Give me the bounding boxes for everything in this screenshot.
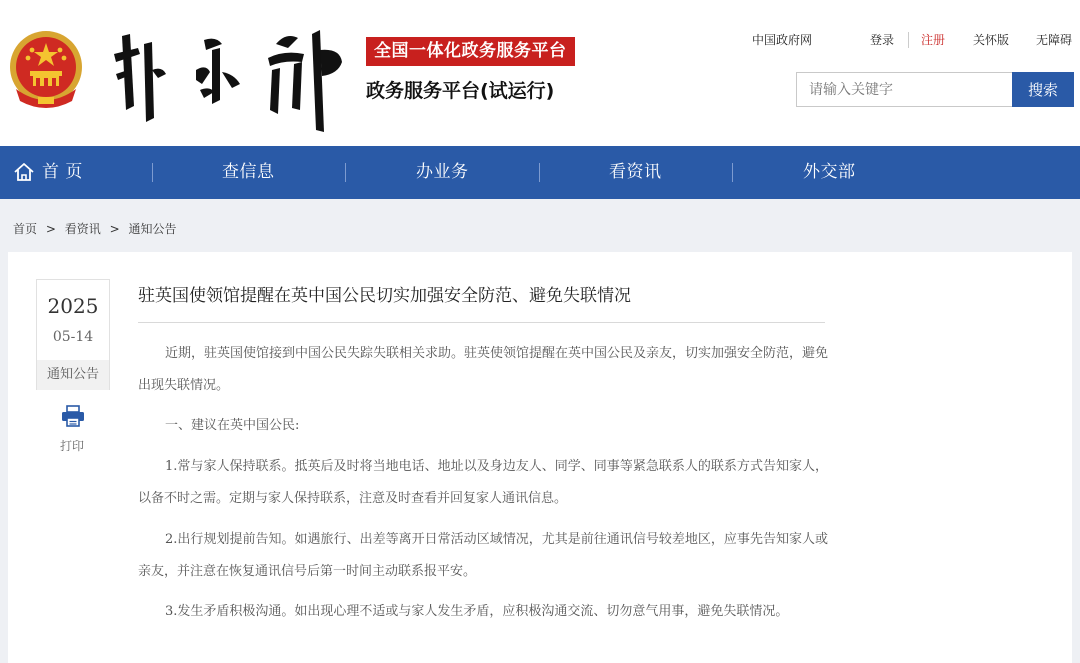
- nav-news[interactable]: 看资讯: [609, 162, 662, 182]
- date-box: [36, 279, 110, 390]
- nav-services[interactable]: 办业务: [416, 162, 469, 182]
- link-divider: [908, 32, 909, 48]
- site-header: [0, 0, 1080, 146]
- nav-ministry[interactable]: 外交部: [803, 162, 856, 182]
- breadcrumb-notices[interactable]: 通知公告: [128, 222, 177, 236]
- category-label[interactable]: 通知公告: [37, 360, 109, 390]
- gov-portal-link[interactable]: 中国政府网: [752, 33, 813, 47]
- breadcrumb-home[interactable]: 首页: [13, 222, 38, 236]
- article-paragraph: 2.出行规划提前告知。如遇旅行、出差等离开日常活动区域情况，尤其是前往通讯信号较差地区，应事先告知家人或亲友，并注意在恢复通讯信号后第一时间主动联系报平安。: [138, 532, 828, 579]
- article-title: 驻英国使领馆提醒在英中国公民切实加强安全防范、避免失联情况: [138, 286, 631, 306]
- nav-home[interactable]: 首 页: [42, 162, 83, 182]
- platform-subtitle[interactable]: 政务服务平台(试运行): [366, 80, 555, 102]
- care-mode-link[interactable]: 关怀版: [973, 33, 1010, 47]
- title-divider: [138, 322, 825, 323]
- national-emblem-icon[interactable]: [8, 27, 84, 111]
- search-button[interactable]: 搜索: [1012, 72, 1074, 107]
- register-link[interactable]: 注册: [921, 33, 946, 47]
- breadcrumb-news[interactable]: 看资讯: [64, 222, 101, 236]
- article-paragraph: 近期，驻英国使馆接到中国公民失踪失联相关求助。驻英使领馆提醒在英中国公民及亲友，切实加强安全防范，避免出现失联情况。: [138, 346, 829, 393]
- nav-divider: [152, 163, 153, 182]
- breadcrumb-separator: >: [45, 222, 56, 236]
- article-paragraph: 一、建议在英中国公民:: [165, 418, 300, 433]
- platform-badge[interactable]: 全国一体化政务服务平台: [366, 37, 575, 66]
- article-paragraph: 3.发生矛盾积极沟通。如出现心理不适或与家人发生矛盾，应积极沟通交流、切勿意气用事，避免失联情况。: [165, 604, 789, 619]
- accessibility-link[interactable]: 无障碍: [1036, 33, 1073, 47]
- nav-divider: [539, 163, 540, 182]
- ministry-calligraphy-logo[interactable]: [108, 14, 348, 132]
- nav-divider: [732, 163, 733, 182]
- print-label[interactable]: 打印: [60, 439, 85, 453]
- article-paragraph: 1.常与家人保持联系。抵英后及时将当地电话、地址以及身边友人、同学、同事等紧急联系人的联系方式告知家人，以备不时之需。定期与家人保持联系，注意及时查看并回复家人通讯信息。: [138, 459, 828, 506]
- nav-search-info[interactable]: 查信息: [222, 162, 275, 182]
- date-year: 2025: [47, 294, 99, 318]
- breadcrumb: [13, 220, 181, 237]
- date-month-day: 05-14: [52, 329, 94, 345]
- home-icon[interactable]: [13, 161, 35, 183]
- login-link[interactable]: 登录: [870, 33, 895, 47]
- print-icon[interactable]: [61, 405, 85, 427]
- main-nav: [0, 146, 1080, 199]
- search-input[interactable]: [796, 72, 1013, 107]
- nav-divider: [345, 163, 346, 182]
- breadcrumb-separator: >: [109, 222, 120, 236]
